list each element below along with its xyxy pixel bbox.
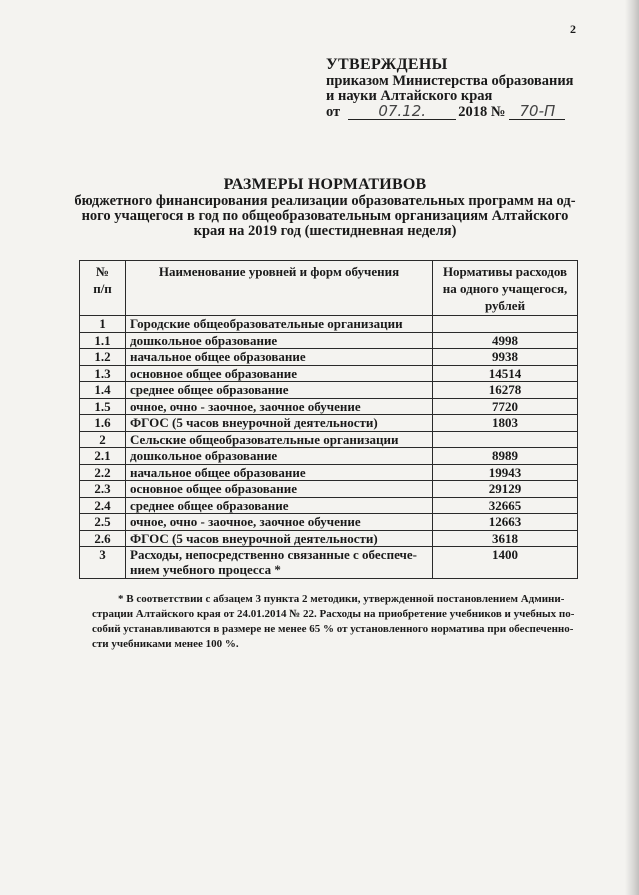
row-number: 1.5	[80, 398, 126, 415]
row-value: 9938	[433, 349, 578, 366]
table-row	[80, 431, 578, 448]
row-number: 2.6	[80, 530, 126, 547]
header-number	[80, 261, 126, 316]
row-number: 1.2	[80, 349, 126, 366]
row-value: 14514	[433, 365, 578, 382]
row-number: 1.6	[80, 415, 126, 432]
footnote	[92, 592, 576, 652]
header-norm-line-2: на одного учащегося,	[442, 281, 568, 296]
row-name: среднее общее образование	[126, 382, 433, 399]
norms-table	[79, 260, 578, 579]
row-value: 16278	[433, 382, 578, 399]
row-name: начальное общее образование	[126, 464, 433, 481]
row-name-line-1: Расходы, непосредственно связанные с обеспече-	[130, 547, 417, 562]
row-name: очное, очно - заочное, заочное обучение	[126, 398, 433, 415]
row-number: 1.3	[80, 365, 126, 382]
row-name: Сельские общеобразовательные организации	[126, 431, 433, 448]
table-row	[80, 332, 578, 349]
row-value	[433, 316, 578, 333]
header-norm-line-3: рублей	[484, 298, 526, 313]
table-row	[80, 382, 578, 399]
header-norm	[433, 261, 578, 316]
row-name: Городские общеобразовательные организации	[126, 316, 433, 333]
footnote-line-1	[92, 592, 576, 607]
footnote-line-4: сти учебниками менее 100 %.	[92, 638, 239, 650]
row-number: 1.4	[80, 382, 126, 399]
row-value: 8989	[433, 448, 578, 465]
row-value: 4998	[433, 332, 578, 349]
row-number: 2	[80, 431, 126, 448]
row-number: 1	[80, 316, 126, 333]
footnote-text-1: * В соответствии с абзацем 3 пункта 2 методики, утвержденной постановлением Админи-	[118, 593, 565, 605]
title-sub-1: бюджетного финансирования реализации образовательных программ на од-	[74, 193, 576, 209]
title-main: РАЗМЕРЫ НОРМАТИВОВ	[223, 176, 427, 193]
row-name: ФГОС (5 часов внеурочной деятельности)	[126, 415, 433, 432]
row-value: 32665	[433, 497, 578, 514]
header-name: Наименование уровней и форм обучения	[126, 261, 433, 316]
row-name: основное общее образование	[126, 365, 433, 382]
row-number: 2.4	[80, 497, 126, 514]
footnote-line-2: страции Алтайского края от 24.01.2014 № 22. Расходы на приобретение учебников и учебных по-	[92, 608, 575, 620]
row-value: 19943	[433, 464, 578, 481]
row-number: 3	[80, 547, 126, 579]
table-row	[80, 464, 578, 481]
approval-line-2: и науки Алтайского края	[326, 88, 493, 104]
table-row-expenses	[80, 547, 578, 579]
document-title	[60, 176, 590, 239]
row-name: ФГОС (5 часов внеурочной деятельности)	[126, 530, 433, 547]
table-row	[80, 497, 578, 514]
header-number-line-2: п/п	[93, 281, 112, 296]
row-name: дошкольное образование	[126, 332, 433, 349]
row-value: 1400	[433, 547, 578, 579]
approval-date-handwritten: 07.12.	[348, 104, 456, 120]
row-number: 2.3	[80, 481, 126, 498]
row-value: 1803	[433, 415, 578, 432]
row-value: 29129	[433, 481, 578, 498]
footnote-line-3: собий устанавливаются в размере не менее 65 % от установленного норматива при обеспеченно-	[92, 623, 574, 635]
table-body	[80, 316, 578, 547]
row-name: очное, очно - заочное, заочное обучение	[126, 514, 433, 531]
approval-date-row	[326, 104, 586, 120]
table-row	[80, 514, 578, 531]
page-number: 2	[570, 22, 576, 36]
approval-number-handwritten: 70-П	[509, 104, 565, 120]
row-number: 2.1	[80, 448, 126, 465]
table-row	[80, 365, 578, 382]
row-value	[433, 431, 578, 448]
scan-edge-shadow	[625, 0, 639, 895]
row-name: дошкольное образование	[126, 448, 433, 465]
row-value: 3618	[433, 530, 578, 547]
row-name	[126, 547, 433, 579]
title-sub-3: края на 2019 год (шестидневная неделя)	[193, 223, 457, 239]
table-row	[80, 530, 578, 547]
row-number: 2.5	[80, 514, 126, 531]
row-number: 2.2	[80, 464, 126, 481]
table-row	[80, 316, 578, 333]
row-name: среднее общее образование	[126, 497, 433, 514]
row-value: 12663	[433, 514, 578, 531]
row-number: 1.1	[80, 332, 126, 349]
header-number-line-1: №	[95, 264, 110, 279]
table-row	[80, 349, 578, 366]
table-header-row	[80, 261, 578, 316]
approval-heading: УТВЕРЖДЕНЫ	[326, 56, 448, 73]
row-name: начальное общее образование	[126, 349, 433, 366]
table-row	[80, 481, 578, 498]
row-value: 7720	[433, 398, 578, 415]
approval-line-1: приказом Министерства образования	[326, 73, 574, 89]
header-norm-line-1: Нормативы расходов	[442, 264, 568, 279]
table-row	[80, 415, 578, 432]
row-name: основное общее образование	[126, 481, 433, 498]
table-row	[80, 398, 578, 415]
table-row	[80, 448, 578, 465]
approval-block	[326, 56, 586, 120]
approval-year-label: 2018 №	[458, 104, 506, 120]
row-name-line-2: нием учебного процесса *	[130, 562, 281, 577]
title-sub-2: ного учащегося в год по общеобразовательным организациям Алтайского	[81, 208, 569, 224]
approval-from-label: от	[326, 104, 341, 120]
